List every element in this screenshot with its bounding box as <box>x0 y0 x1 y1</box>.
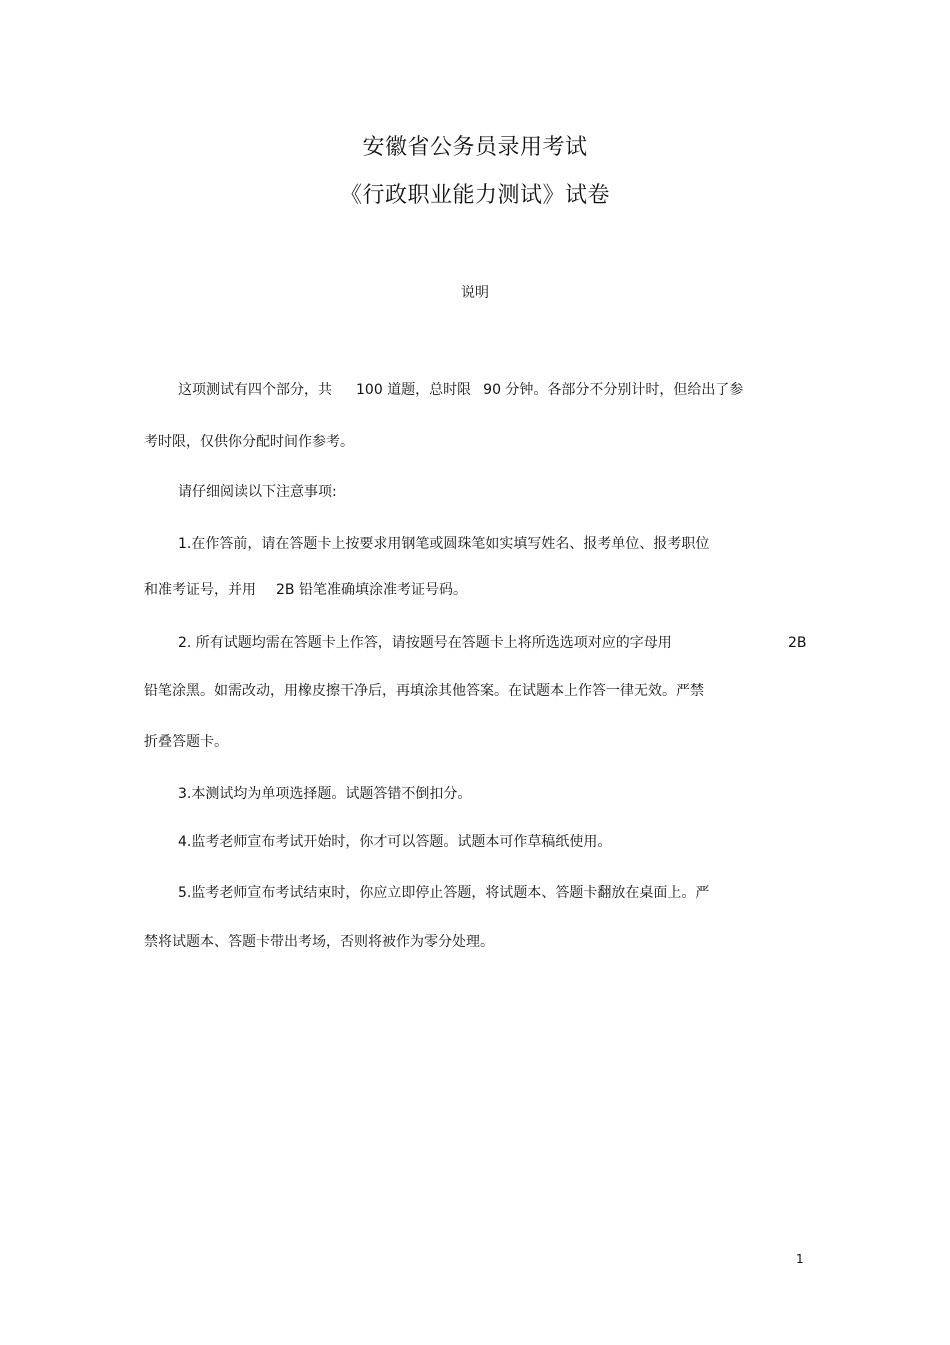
item-1-text-part1: 和准考证号，并用 <box>144 582 256 598</box>
item-5-line-1: 5.监考老师宣布考试结束时，你应立即停止答题，将试题本、答题卡翻放在桌面上。严 <box>178 885 710 901</box>
item-1-text-part2: 2B 铅笔准确填涂准考证号码。 <box>276 582 467 598</box>
intro-text-part2: 100 道题，总时限 <box>356 382 472 398</box>
item-2-line-3: 折叠答题卡。 <box>144 734 228 750</box>
item-4-text: 4.监考老师宣布考试开始时，你才可以答题。试题本可作草稿纸使用。 <box>178 834 612 850</box>
intro-text-part1: 这项测试有四个部分，共 <box>178 382 332 398</box>
document-title: 安徽省公务员录用考试 <box>362 135 588 160</box>
page-number: 1 <box>796 1252 804 1266</box>
document-subtitle: 《行政职业能力测试》试卷 <box>339 183 610 208</box>
section-heading: 说明 <box>461 285 489 301</box>
item-2-line-2: 铅笔涂黑。如需改动，用橡皮擦干净后，再填涂其他答案。在试题本上作答一律无效。严禁 <box>144 683 704 699</box>
item-1-line-1: 1.在作答前，请在答题卡上按要求用钢笔或圆珠笔如实填写姓名、报考单位、报考职位 <box>178 536 710 552</box>
item-5-line-2: 禁将试题本、答题卡带出考场，否则将被作为零分处理。 <box>144 934 494 950</box>
notice-text: 请仔细阅读以下注意事项: <box>178 484 337 500</box>
item-3-text: 3.本测试均为单项选择题。试题答错不倒扣分。 <box>178 786 472 802</box>
intro-line-2: 考时限，仅供你分配时间作参考。 <box>144 434 354 450</box>
intro-line-1 <box>178 380 743 400</box>
intro-text-part3: 90 分钟。各部分不分别计时，但给出了参 <box>483 382 744 398</box>
item-2-line-1: 2. 所有试题均需在答题卡上作答，请按题号在答题卡上将所选选项对应的字母用 <box>178 635 672 651</box>
item-1-line-2 <box>144 580 467 600</box>
item-2-line-1-end: 2B <box>788 635 807 651</box>
